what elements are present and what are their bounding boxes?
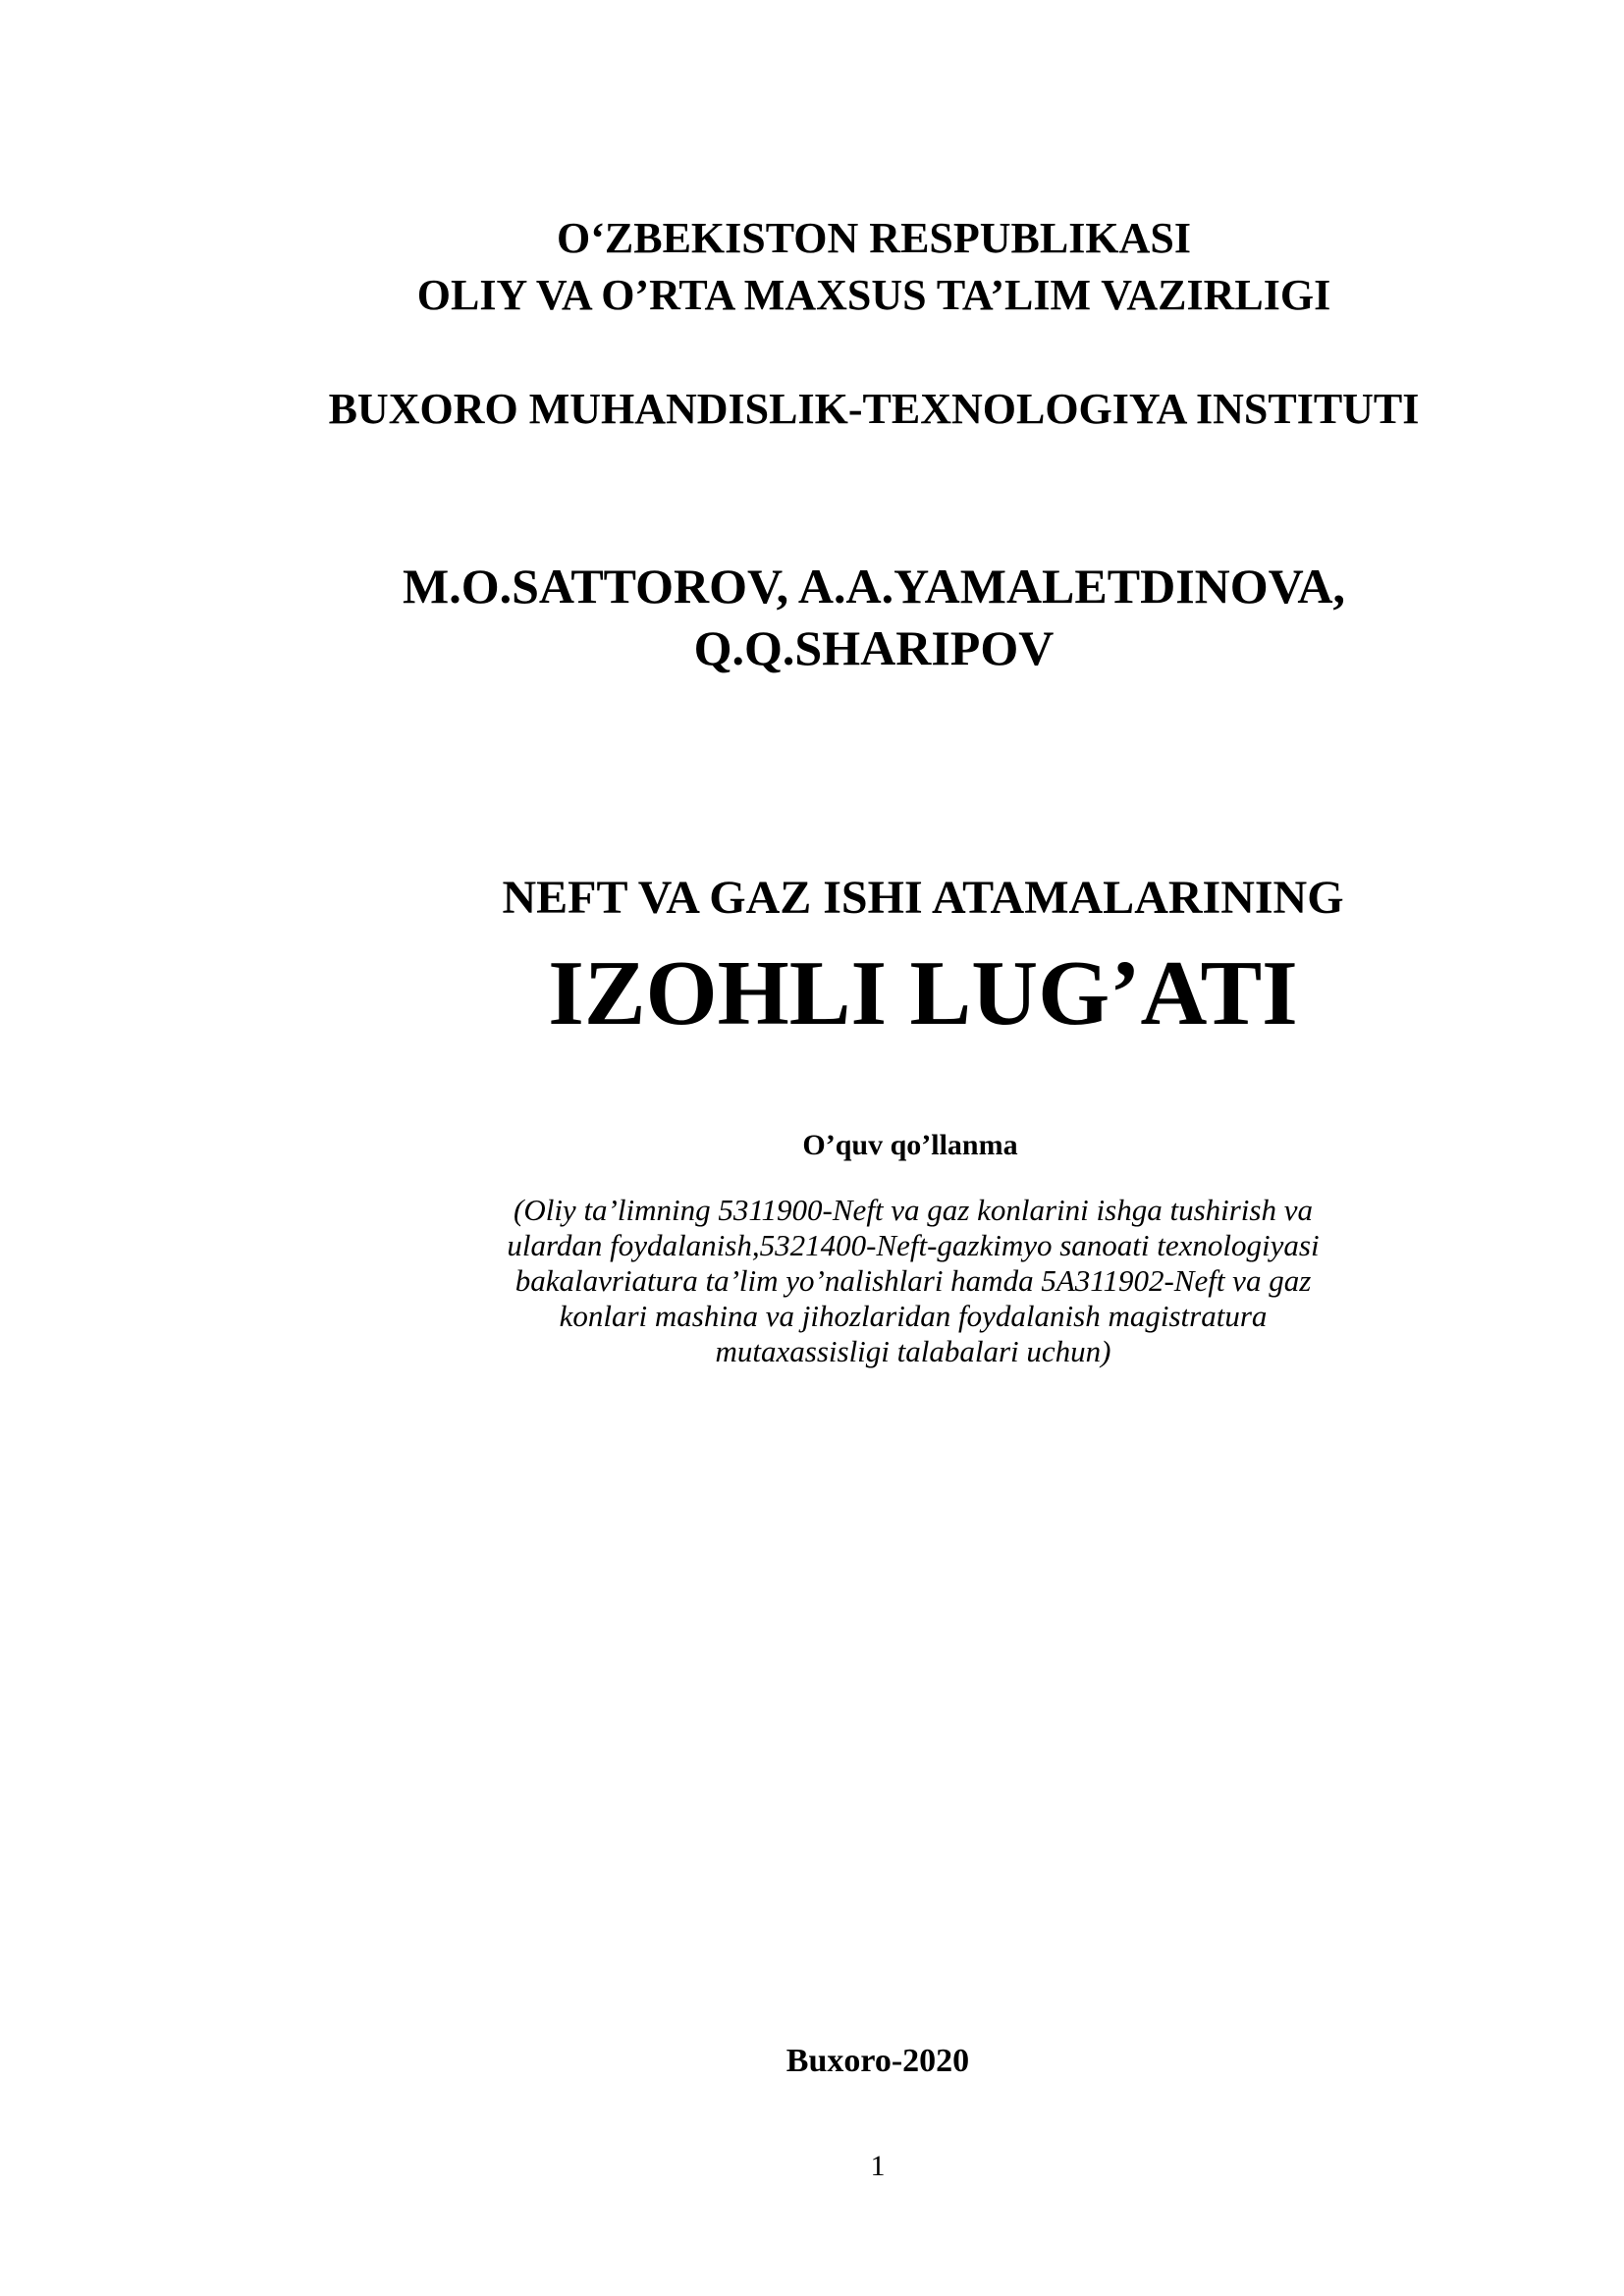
country-line: O‘ZBEKISTON RESPUBLIKASI bbox=[557, 214, 1191, 262]
main-title: IZOHLI LUG’ATI bbox=[548, 942, 1298, 1044]
purpose-line: (Oliy ta’limning 5311900-Neft va gaz konlarini ishga tushirish va bbox=[514, 1193, 1313, 1227]
purpose-note bbox=[461, 1193, 1365, 1369]
purpose-line: mutaxassisligi talabalari uchun) bbox=[715, 1334, 1111, 1368]
authors-line-1: M.O.SATTOROV, A.A.YAMALETDINOVA, bbox=[403, 559, 1345, 614]
page-number: 1 bbox=[870, 2150, 886, 2182]
purpose-line: konlari mashina va jihozlaridan foydalanish magistratura bbox=[559, 1299, 1268, 1333]
title-subject: NEFT VA GAZ ISHI ATAMALARINING bbox=[502, 872, 1344, 924]
purpose-line: ulardan foydalanish,5321400-Neft-gazkimyo sanoati texnologiyasi bbox=[507, 1228, 1320, 1262]
place-year: Buxoro-2020 bbox=[785, 2043, 970, 2079]
institute-line: BUXORO MUHANDISLIK-TEXNOLOGIYA INSTITUTI bbox=[328, 385, 1420, 433]
authors-line-2: Q.Q.SHARIPOV bbox=[693, 620, 1055, 675]
purpose-line: bakalavriatura ta’lim yo’nalishlari hamda 5A311902-Neft va gaz bbox=[514, 1263, 1312, 1298]
document-type: O’quv qo’llanma bbox=[802, 1129, 1018, 1161]
ministry-line: OLIY VA O’RTA MAXSUS TA’LIM VAZIRLIGI bbox=[416, 271, 1331, 319]
